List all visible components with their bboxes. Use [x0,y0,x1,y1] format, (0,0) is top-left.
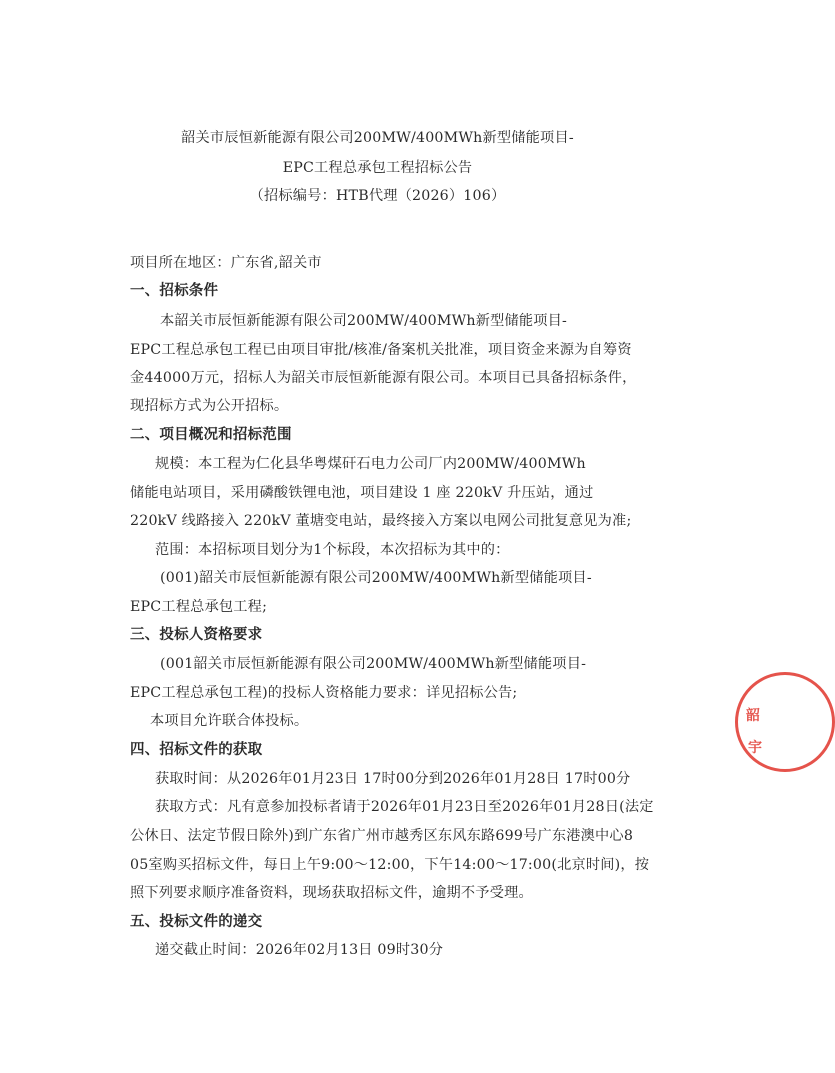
section3-line-3: 本项目允许联合体投标。 [150,713,309,729]
section1-line-4: 现招标方式为公开招标。 [130,398,289,414]
project-location: 项目所在地区：广东省,韶关市 [130,255,322,271]
section4-line-3: 公休日、法定节假日除外)到广东省广州市越秀区东风东路699号广东港澳中心8 [130,828,634,844]
section1-line-2: EPC工程总承包工程已由项目审批/核准/备案机关批准，项目资金来源为自筹资 [130,342,632,358]
section-heading-3: 三、投标人资格要求 [130,627,263,643]
section-heading-1: 一、招标条件 [130,283,219,299]
section4-line-1: 获取时间：从2026年01月23日 17时00分到2026年01月28日 17时00分 [155,771,631,787]
section2-line-1: 规模：本工程为仁化县华粤煤矸石电力公司厂内200MW/400MWh [155,456,586,472]
section5-line-1: 递交截止时间：2026年02月13日 09时30分 [155,942,444,958]
title-line-2: EPC工程总承包工程招标公告 [282,160,473,176]
section2-line-4: 范围：本招标项目划分为1个标段，本次招标为其中的： [155,542,510,558]
section3-line-1: (001韶关市辰恒新能源有限公司200MW/400MWh新型储能项目- [160,656,587,672]
seal-char-1: 韶 [746,708,760,724]
section-heading-5: 五、投标文件的递交 [130,914,263,930]
section2-line-5: (001)韶关市辰恒新能源有限公司200MW/400MWh新型储能项目- [160,570,592,586]
section2-line-3: 220kV 线路接入 220kV 董塘变电站，最终接入方案以电网公司批复意见为准; [130,513,632,529]
official-seal [735,672,835,772]
section1-line-1: 本韶关市辰恒新能源有限公司200MW/400MWh新型储能项目- [160,313,568,329]
section1-line-3: 金44000万元，招标人为韶关市辰恒新能源有限公司。本项目已具备招标条件， [130,370,637,386]
section4-line-5: 照下列要求顺序准备资料，现场获取招标文件，逾期不予受理。 [130,885,533,901]
tender-number: （招标编号：HTB代理（2026）106） [249,188,506,204]
section4-line-2: 获取方式：凡有意参加投标者请于2026年01月23日至2026年01月28日(法定 [155,799,654,815]
seal-char-2: 宇 [748,740,762,756]
section2-line-6: EPC工程总承包工程; [130,599,268,615]
section-heading-2: 二、项目概况和招标范围 [130,427,292,443]
section4-line-4: 05室购买招标文件，每日上午9:00～12:00，下午14:00～17:00(北京时间)，按 [130,857,650,873]
section2-line-2: 储能电站项目，采用磷酸铁锂电池，项目建设 1 座 220kV 升压站，通过 [130,485,594,501]
title-line-1: 韶关市辰恒新能源有限公司200MW/400MWh新型储能项目- [181,130,574,146]
section-heading-4: 四、招标文件的获取 [130,742,263,758]
section3-line-2: EPC工程总承包工程)的投标人资格能力要求：详见招标公告; [130,685,518,701]
